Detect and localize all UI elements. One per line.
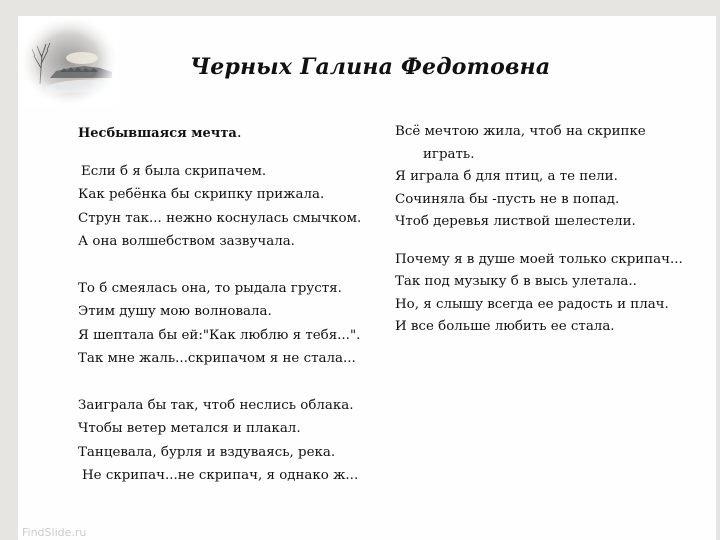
poem-title [78,121,378,146]
poem-line: То б смеялась она, то рыдала грустя. [78,280,342,296]
poem-line: Я шептала бы ей:"Как люблю я тебя...". [78,327,361,343]
poem-line: И все больше любить ее стала. [395,319,615,334]
poem-line: Чтоб деревья листвой шелестели. [395,214,636,229]
poem-line: Танцевала, бурля и вздуваясь, река. [78,444,336,460]
poem-left-column [78,121,378,488]
poem-title-dot: . [236,123,242,141]
winter-landscape-picture [20,16,118,106]
poem-line: Но, я слышу всегда ее радость и плач. [395,296,669,312]
poem-right-column [395,121,695,339]
poem-line: Сочиняла бы -пусть не в попад. [395,191,620,207]
poem-line: Как ребёнка бы скрипку прижала. [78,187,325,202]
poem-line: Не скрипач...не скрипач, я однако ж... [82,468,359,483]
poem-line: Я играла б для птиц, а те пели. [395,169,618,184]
poem-line: играть. [423,146,475,162]
poem-line: А она волшебством зазвучала. [78,234,295,249]
poem-line: Так под музыку б в высь улетала.. [395,274,637,289]
poem-line: Чтобы ветер метался и плакал. [78,421,301,436]
poem-line: Струн так... нежно коснулась смычком. [78,210,362,226]
poem-line: Всё мечтою жила, чтоб на скрипке [395,124,646,139]
page-title: Черных Галина Федотовна [190,54,551,80]
poem-line: Если б я была скрипачем. [81,163,267,179]
poem-title-text: Несбывшаяся мечта [78,126,237,141]
poem-line: Заиграла бы так, чтоб неслись облака. [78,397,354,413]
footer-watermark: FindSlide.ru [22,526,87,539]
poem-line: Этим душу мою волновала. [78,304,272,319]
poem-line: Почему я в душе моей только скрипач... [395,251,683,267]
poem-line: Так мне жаль...скрипачом я не стала... [78,351,356,366]
